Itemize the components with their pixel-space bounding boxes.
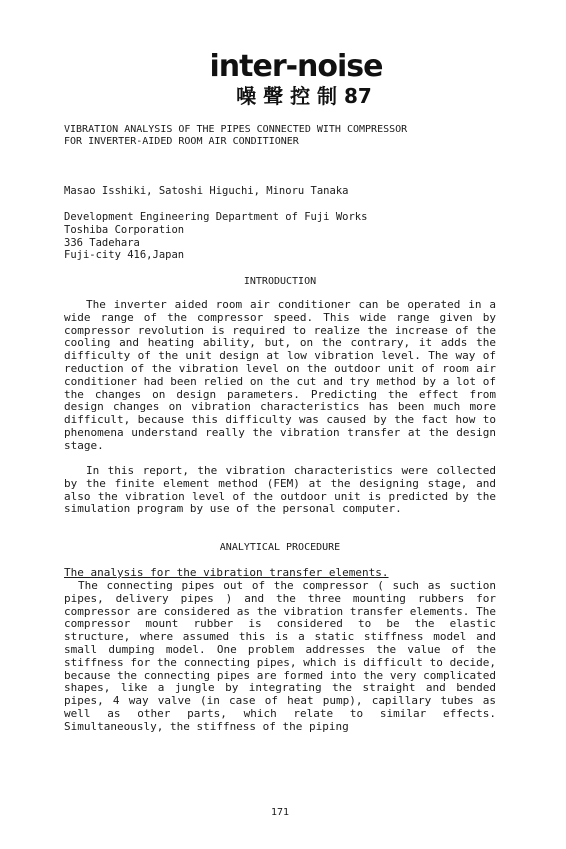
conference-subtitle: 噪 聲 控 制 87	[236, 84, 372, 108]
intro-paragraph-2: In this report, the vibration characteristics were collected by the finite element method (FEM) at the designing stage, and also the vibration level of the outdoor unit is predicted by the simulation program by use of the personal computer.	[64, 464, 496, 516]
analytical-paragraph-1: The connecting pipes out of the compressor ( such as suction pipes, delivery pipes ) and the three mounting rubbers for compressor are considered as the vibration transfer elements. The compressor mount rubber is considered to be the elastic structure, where assumed this is a static stiffness model and small dumping model. One problem addresses the value of the stiffness for the connecting pipes, which is difficult to decide, because the connecting pipes are formed into the very complicated shapes, like a jungle by integrating the straight and bended pipes, 4 way valve (in case of heat pump), capillary tubes as well as other parts, which relate to similar effects. Simultaneously, the stiffness of the piping	[64, 579, 496, 733]
paper-title: VIBRATION ANALYSIS OF THE PIPES CONNECTED WITH COMPRESSOR FOR INVERTER-AIDED ROOM AIR CONDITIONER	[64, 124, 408, 147]
inter-noise-logo: inter-noise	[209, 49, 383, 84]
affiliation: Development Engineering Department of Fuji Works Toshiba Corporation 336 Tadehara Fuji-city 416,Japan	[64, 211, 368, 262]
introduction-heading: INTRODUCTION	[243, 276, 317, 287]
analytical-procedure-heading: ANALYTICAL PROCEDURE	[219, 542, 341, 553]
intro-paragraph-1: The inverter aided room air conditioner can be operated in a wide range of the compressor speed. This wide range given by compressor revolution is required to realize the increase of the cooling and heating ability, but, on the contrary, it adds the difficulty of the unit design at low vibration level. The way of reduction of the vibration level on the outdoor unit of room air conditioner had been relied on the cut and try method by a lot of the changes on design parameters. Predicting the effect from design changes on vibration characteristics has been much more difficult, because this difficulty was caused by the fact how to phenomena understand really the vibration transfer at the design stage.	[64, 298, 496, 452]
page-number: 171	[270, 807, 290, 818]
section-subheading: The analysis for the vibration transfer elements.	[64, 566, 389, 579]
authors: Masao Isshiki, Satoshi Higuchi, Minoru Tanaka	[64, 185, 349, 197]
